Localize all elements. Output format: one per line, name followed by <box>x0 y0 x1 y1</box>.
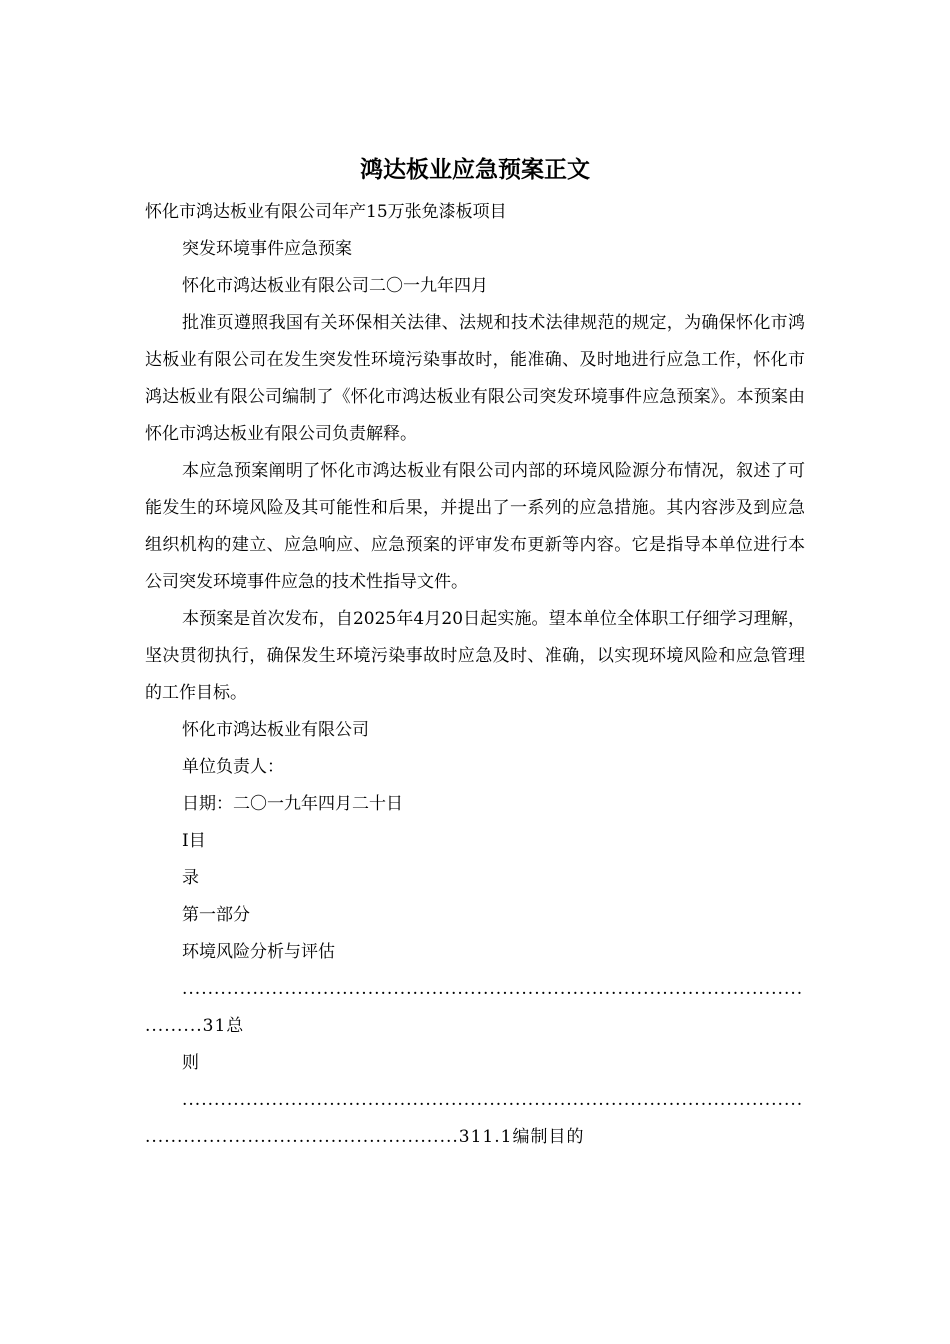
approval-paragraph: 批准页遵照我国有关环保相关法律、法规和技术法律规范的规定，为确保怀化市鸿达板业有限公司在发生突发性环境污染事故时，能准确、及时地进行应急工作，怀化市鸿达板业有限公司编制了《怀化市鸿达板业有限公司突发环境事件应急预案》。本预案由怀化市鸿达板业有限公司负责解释。 <box>145 313 805 444</box>
project-line: 怀化市鸿达板业有限公司年产15万张免漆板项目 <box>145 202 507 222</box>
document-subtitle: 突发环境事件应急预案 <box>182 239 352 259</box>
toc-section-label: 则 <box>182 1053 199 1073</box>
effective-date-paragraph: 本预案是首次发布，自2025年4月20日起实施。望本单位全体职工仔细学习理解，坚决贯彻执行，确保发生环境污染事故时应急及时、准确，以实现环境风险和应急管理的工作目标。 <box>145 609 805 703</box>
toc-part-label: 第一部分 <box>182 905 250 925</box>
toc-heading-part-1: I目 <box>182 831 206 851</box>
toc-part-title: 环境风险分析与评估 <box>182 942 335 962</box>
toc-entry-dots-1: ..........................................................................................................31总 <box>145 979 804 1036</box>
signature-date: 日期：二〇一九年四月二十日 <box>182 794 403 814</box>
company-date-line: 怀化市鸿达板业有限公司二〇一九年四月 <box>182 276 488 296</box>
document-title: 鸿达板业应急预案正文 <box>360 156 590 183</box>
signature-person: 单位负责人： <box>182 757 284 777</box>
signature-company: 怀化市鸿达板业有限公司 <box>182 720 369 740</box>
document-body <box>145 194 805 1156</box>
scope-paragraph: 本应急预案阐明了怀化市鸿达板业有限公司内部的环境风险源分布情况，叙述了可能发生的环境风险及其可能性和后果，并提出了一系列的应急措施。其内容涉及到应急组织机构的建立、应急响应、应急预案的评审发布更新等内容。它是指导本单位进行本公司突发环境事件应急的技术性指导文件。 <box>145 461 805 592</box>
toc-entry-dots-2: ..................................................................................................................................................311.1编制目的 <box>145 1090 804 1147</box>
toc-heading-part-2: 录 <box>182 868 199 888</box>
